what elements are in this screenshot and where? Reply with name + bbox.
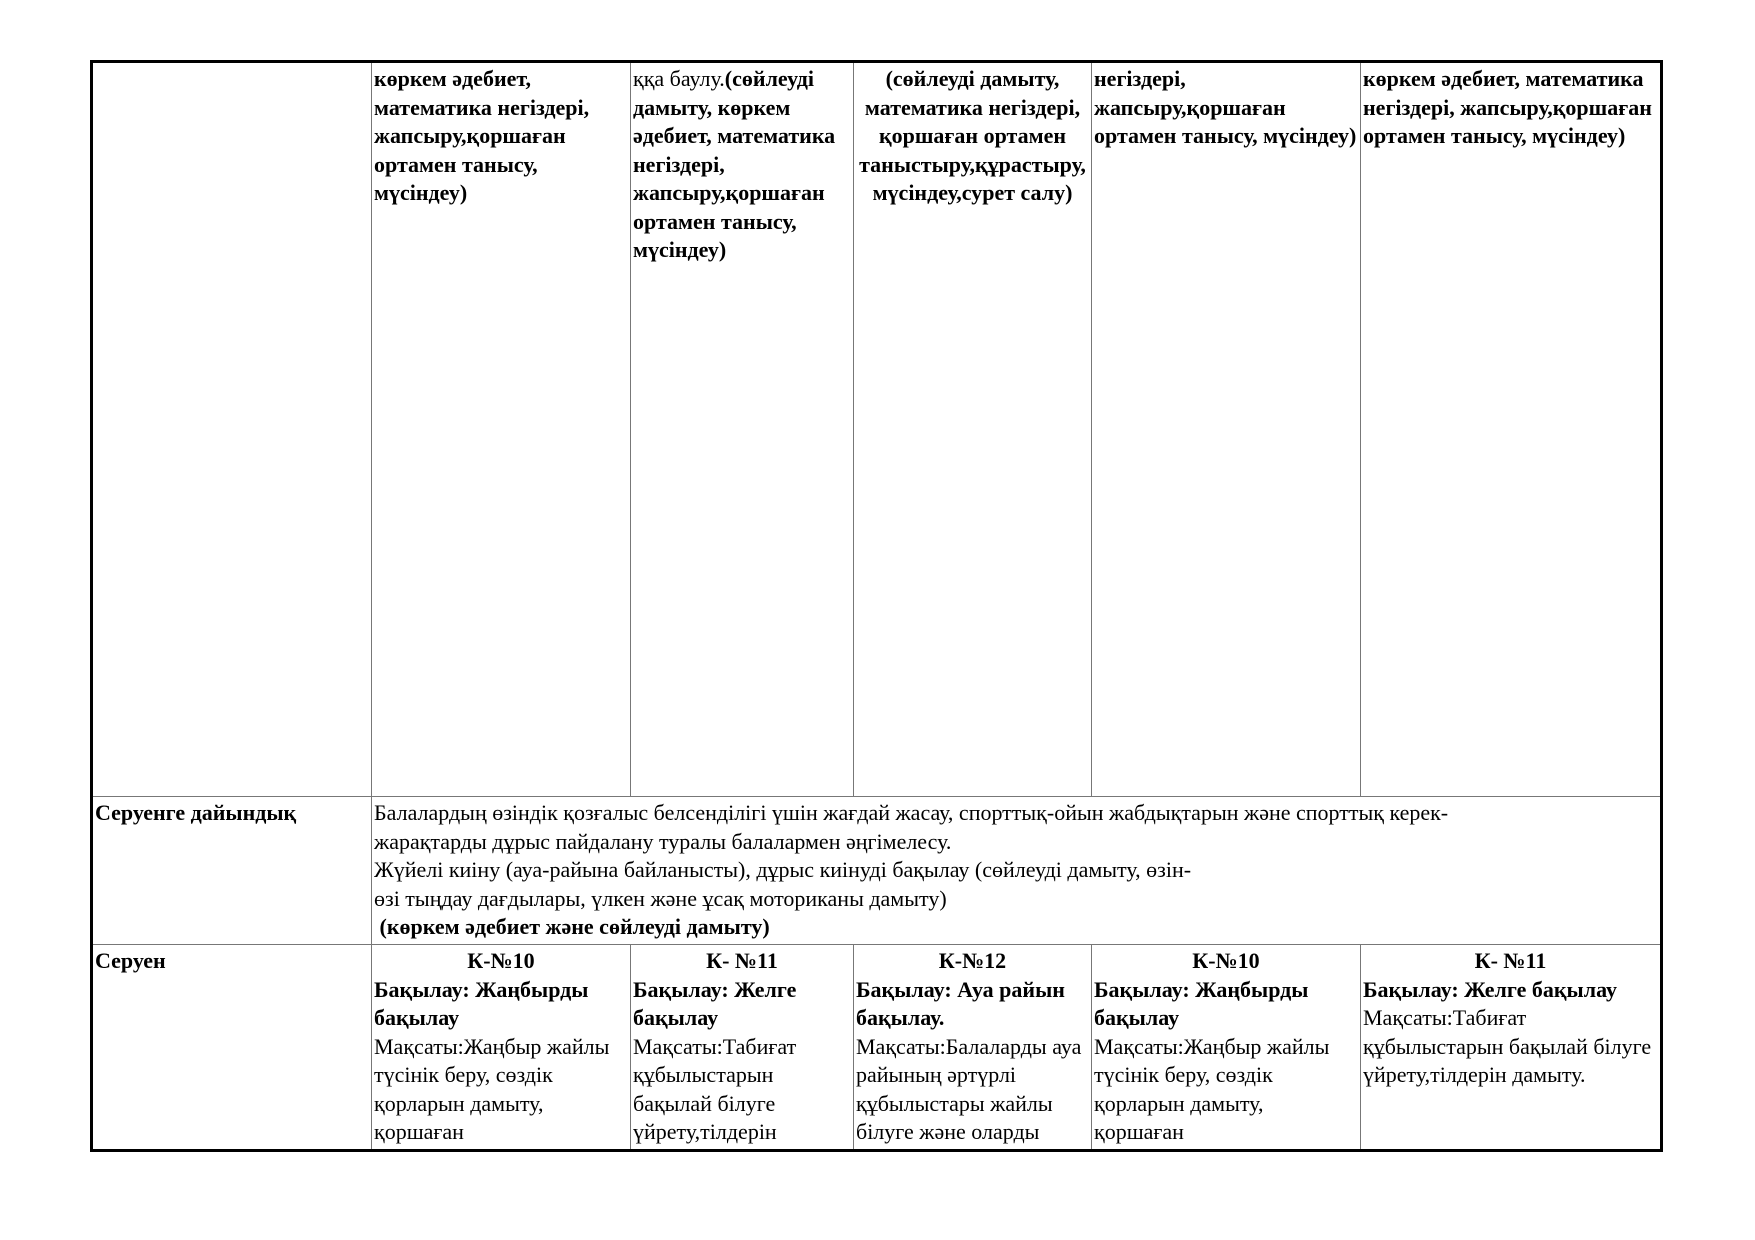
activities-cell-3 [854, 62, 1092, 797]
observation-title: Бақылау: Желге бақылау [633, 976, 797, 1030]
activities-row [92, 62, 1662, 797]
walk-row [92, 945, 1662, 1151]
card-number: К- №11 [706, 948, 778, 973]
activities-text-bold: (сөйлеуді дамыту, көркем әдебиет, математика негіздері, жапсыру,қоршаған ортамен танысу, мүсіндеу) [633, 66, 836, 262]
walk-prep-line: жарақтарды дұрыс пайдалану туралы балалармен әңгімелесу. [374, 828, 952, 854]
plan-table [90, 60, 1663, 1152]
walk-prep-line: өзі тыңдау дағдылары, үлкен және ұсақ моториканы дамыту) [374, 885, 947, 911]
card-number: К-№10 [467, 948, 535, 973]
activities-cell-5 [1361, 62, 1662, 797]
activities-cell-4 [1092, 62, 1361, 797]
goal-text: Мақсаты:Табиғат құбылыстарын бақылай білуге үйрету,тілдерін дамыту. [1363, 1005, 1652, 1087]
activities-text-bold: көркем әдебиет, математика негіздері, жапсыру,қоршаған ортамен танысу, мүсіндеу) [1363, 66, 1652, 148]
walk-cell-1 [372, 945, 631, 1151]
activities-cell-1 [372, 62, 631, 797]
observation-title: Бақылау: Ауа райын бақылау. [856, 976, 1065, 1030]
walk-cell-5 [1361, 945, 1662, 1151]
walk-cell-4 [1092, 945, 1361, 1151]
goal-text: Мақсаты:Табиғат құбылыстарын бақылай білуге үйрету,тілдерін [633, 1033, 797, 1144]
walk-prep-cell [372, 797, 1662, 945]
walk-cell-2 [631, 945, 854, 1151]
activities-text-bold: көркем әдебиет, математика негіздері, жапсыру,қоршаған ортамен танысу, мүсіндеу) [374, 66, 590, 205]
walk-label: Серуен [92, 945, 372, 1151]
goal-text: Мақсаты:Жаңбыр жайлы түсінік беру, сөздік қорларын дамыту, қоршаған [1094, 1033, 1330, 1144]
goal-text: Мақсаты:Жаңбыр жайлы түсінік беру, сөздік қорларын дамыту, қоршаған [374, 1033, 610, 1144]
walk-prep-line: Балалардың өзіндік қозғалыс белсенділігі үшін жағдай жасау, спорттық-ойын жабдықтарын және спорттық керек- [374, 800, 1449, 825]
activities-text-bold: негіздері, жапсыру,қоршаған ортамен танысу, мүсіндеу) [1094, 66, 1357, 148]
activities-label-cell [92, 62, 372, 797]
observation-title: Бақылау: Жаңбырды бақылау [1094, 976, 1309, 1030]
walk-prep-line: Жүйелі киіну (ауа-райына байланысты), дұрыс киінуді бақылау (сөйлеуді дамыту, өзін- [374, 857, 1192, 882]
walk-prep-row [92, 797, 1662, 945]
card-number: К-№10 [1192, 948, 1260, 973]
goal-text: Мақсаты:Балаларды ауа райының әртүрлі құбылыстары жайлы білуге және оларды [856, 1033, 1082, 1144]
card-number: К-№12 [938, 948, 1007, 973]
observation-title: Бақылау: Жаңбырды бақылау [374, 976, 589, 1030]
activities-text-bold: (сөйлеуді дамыту, математика негіздері, қоршаған ортамен таныстыру,құрастыру, мүсіндеу,сурет салу) [859, 66, 1086, 205]
card-number: К- №11 [1474, 948, 1547, 973]
walk-prep-subjects: (көркем әдебиет және сөйлеуді дамыту) [374, 914, 770, 939]
observation-title: Бақылау: Желге бақылау [1363, 976, 1617, 1002]
walk-prep-label: Серуенге дайындық [92, 797, 372, 945]
activities-text-plain: ққа баулу. [633, 66, 725, 91]
walk-cell-3 [854, 945, 1092, 1151]
activities-cell-2 [631, 62, 854, 797]
